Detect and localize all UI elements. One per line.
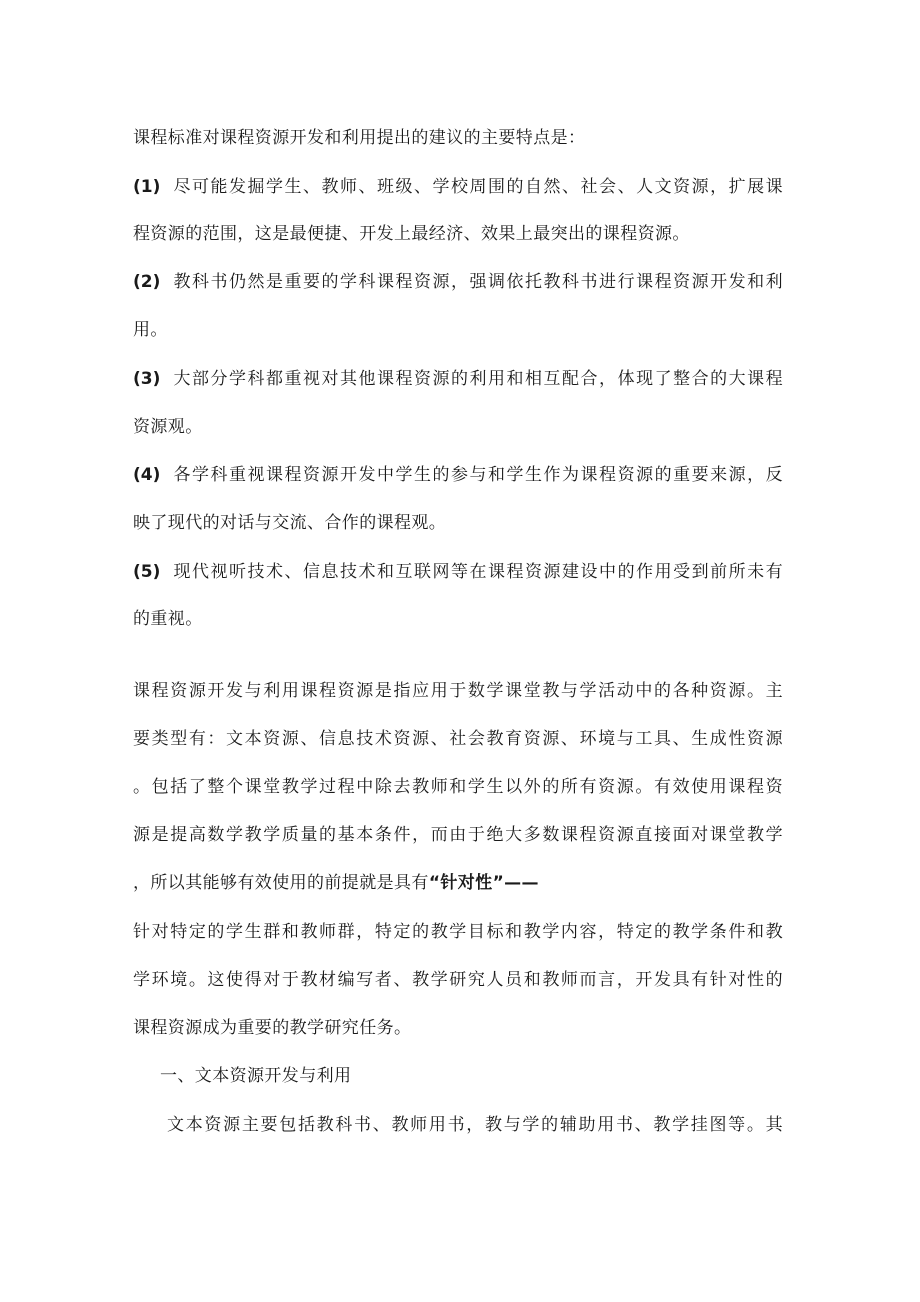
para2-line2: 要类型有：文本资源、信息技术资源、社会教育资源、环境与工具、生成性资源 [133,729,783,749]
list-item-3-line2: 资源观。 [133,417,203,437]
para2-line1: 课程资源开发与利用课程资源是指应用于数学课堂教与学活动中的各种资源。主 [133,681,783,701]
para2-line8: 课程资源成为重要的教学研究任务。 [133,1018,412,1038]
list-item-5-line2: 的重视。 [133,609,203,629]
list-item-2-line2: 用。 [133,320,168,340]
para2-line6: 针对特定的学生群和教师群，特定的教学目标和教学内容，特定的教学条件和教 [133,922,783,942]
list-item-3-number: (3) [133,369,161,389]
list-item-1-line1: (1) 尽可能发掘学生、教师、班级、学校周围的自然、社会、人文资源，扩展课 [133,177,783,197]
para2-line5: ，所以其能够有效使用的前提就是具有“针对性”—— [133,873,539,893]
para2-line4: 源是提高数学教学质量的基本条件，而由于绝大多数课程资源直接面对课堂教学 [133,825,783,845]
list-item-4-number: (4) [133,465,161,485]
list-item-2-number: (2) [133,272,161,292]
section-heading: 一、文本资源开发与利用 [160,1066,352,1086]
intro-line: 课程标准对课程资源开发和利用提出的建议的主要特点是： [133,128,586,148]
para3-line1: 文本资源主要包括教科书、教师用书，教与学的辅助用书、教学挂图等。其 [167,1115,783,1135]
para2-line7: 学环境。这使得对于教材编写者、教学研究人员和教师而言，开发具有针对性的 [133,970,783,990]
list-item-1-line2: 程资源的范围，这是最便捷、开发上最经济、效果上最突出的课程资源。 [133,224,690,244]
list-item-4-line1: (4) 各学科重视课程资源开发中学生的参与和学生作为课程资源的重要来源，反 [133,465,783,485]
quote-text: “针对性”—— [428,873,539,893]
list-item-3-line1: (3) 大部分学科都重视对其他课程资源的利用和相互配合，体现了整合的大课程 [133,369,783,389]
list-item-2-line1: (2) 教科书仍然是重要的学科课程资源，强调依托教科书进行课程资源开发和利 [133,272,783,292]
list-item-1-number: (1) [133,177,161,197]
list-item-5-number: (5) [133,562,161,582]
para2-line3: 。包括了整个课堂教学过程中除去教师和学生以外的所有资源。有效使用课程资 [133,777,783,797]
list-item-5-line1: (5) 现代视听技术、信息技术和互联网等在课程资源建设中的作用受到前所未有 [133,562,783,582]
list-item-4-line2: 映了现代的对话与交流、合作的课程观。 [133,513,447,533]
